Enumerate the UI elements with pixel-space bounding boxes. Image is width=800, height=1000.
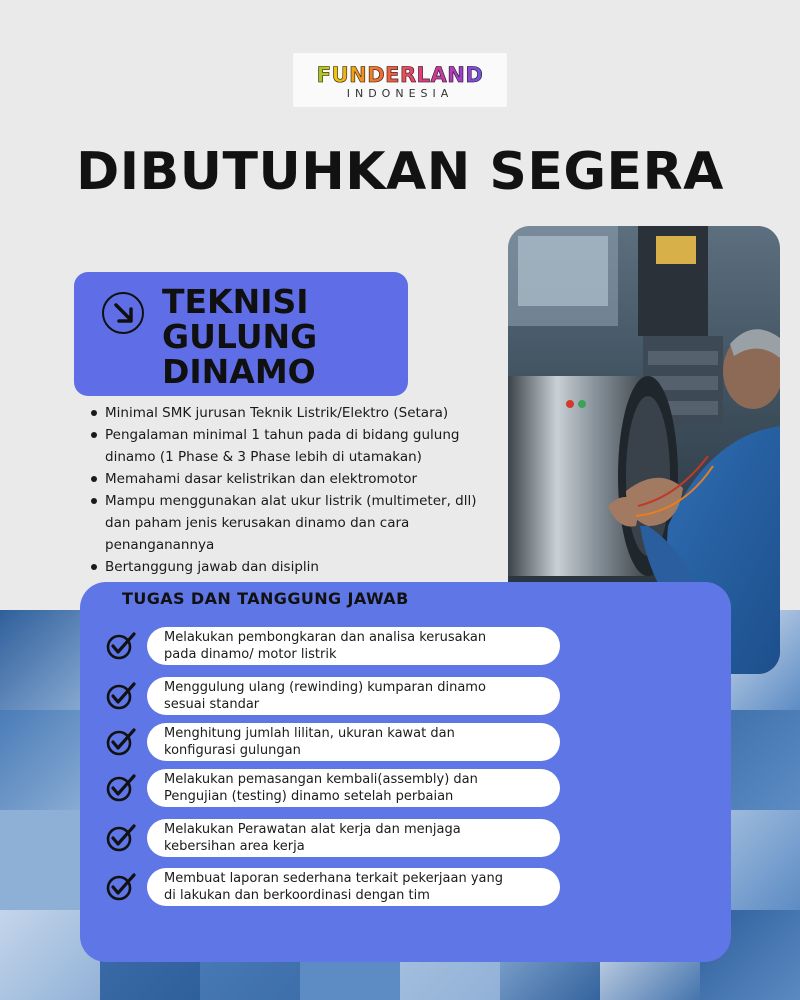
requirement-line: dinamo (1 Phase & 3 Phase lebih di utamakan) [105, 449, 422, 465]
requirement-line: Mampu menggunakan alat ukur listrik (multimeter, dll) [105, 493, 477, 509]
duty-line: kebersihan area kerja [164, 839, 305, 854]
requirement-line: Memahami dasar kelistrikan dan elektromotor [105, 471, 418, 487]
duty-item [104, 677, 560, 717]
requirement-line: Minimal SMK jurusan Teknik Listrik/Elektro (Setara) [105, 405, 449, 421]
job-title-line: DINAMO [162, 352, 316, 391]
duty-line: Menggulung ulang (rewinding) kumparan dinamo [164, 680, 486, 695]
duty-line: Melakukan pembongkaran dan analisa kerusakan [164, 630, 487, 645]
duty-text [147, 723, 560, 761]
requirements-list [88, 402, 508, 578]
duty-item [104, 627, 560, 667]
requirement-line: Bertanggung jawab dan disiplin [105, 559, 319, 575]
requirement-item [88, 424, 508, 468]
duty-line: Menghitung jumlah lilitan, ukuran kawat dan [164, 726, 455, 741]
requirement-line: Pengalaman minimal 1 tahun pada di bidang gulung [105, 427, 460, 443]
duties-heading: TUGAS DAN TANGGUNG JAWAB [122, 589, 409, 608]
requirement-item [88, 556, 508, 578]
duty-line: Pengujian (testing) dinamo setelah perbaian [164, 789, 454, 804]
duty-text [147, 677, 560, 715]
duty-line: sesuai standar [164, 697, 260, 712]
job-title-line: GULUNG [162, 317, 318, 356]
duty-text [147, 769, 560, 807]
duty-item [104, 769, 560, 809]
logo-wordmark: FUNDERLAND [293, 63, 507, 87]
job-title [162, 284, 317, 389]
duty-line: Membuat laporan sederhana terkait pekerjaan yang [164, 871, 503, 886]
company-logo [293, 53, 507, 107]
arrow-down-right-icon [102, 292, 144, 334]
page-headline: DIBUTUHKAN SEGERA [76, 142, 724, 202]
requirement-item [88, 468, 508, 490]
requirement-line: penanganannya [105, 537, 215, 553]
duty-line: pada dinamo/ motor listrik [164, 647, 337, 662]
duty-line: di lakukan dan berkoordinasi dengan tim [164, 888, 430, 903]
check-circle-icon [104, 771, 138, 805]
requirement-item [88, 402, 508, 424]
job-title-card [74, 272, 408, 396]
check-circle-icon [104, 679, 138, 713]
requirement-line: dan paham jenis kerusakan dinamo dan cara [105, 515, 410, 531]
requirement-item [88, 490, 508, 556]
duty-text [147, 868, 560, 906]
duty-line: konfigurasi gulungan [164, 743, 301, 758]
duty-text [147, 627, 560, 665]
check-circle-icon [104, 870, 138, 904]
logo-subtitle: INDONESIA [346, 87, 454, 100]
duty-line: Melakukan Perawatan alat kerja dan menjaga [164, 822, 461, 837]
check-circle-icon [104, 725, 138, 759]
check-circle-icon [104, 629, 138, 663]
check-circle-icon [104, 821, 138, 855]
duty-item [104, 723, 560, 763]
duty-line: Melakukan pemasangan kembali(assembly) dan [164, 772, 478, 787]
job-title-line: TEKNISI [162, 282, 309, 321]
duty-item [104, 868, 560, 908]
duty-item [104, 819, 560, 859]
duty-text [147, 819, 560, 857]
